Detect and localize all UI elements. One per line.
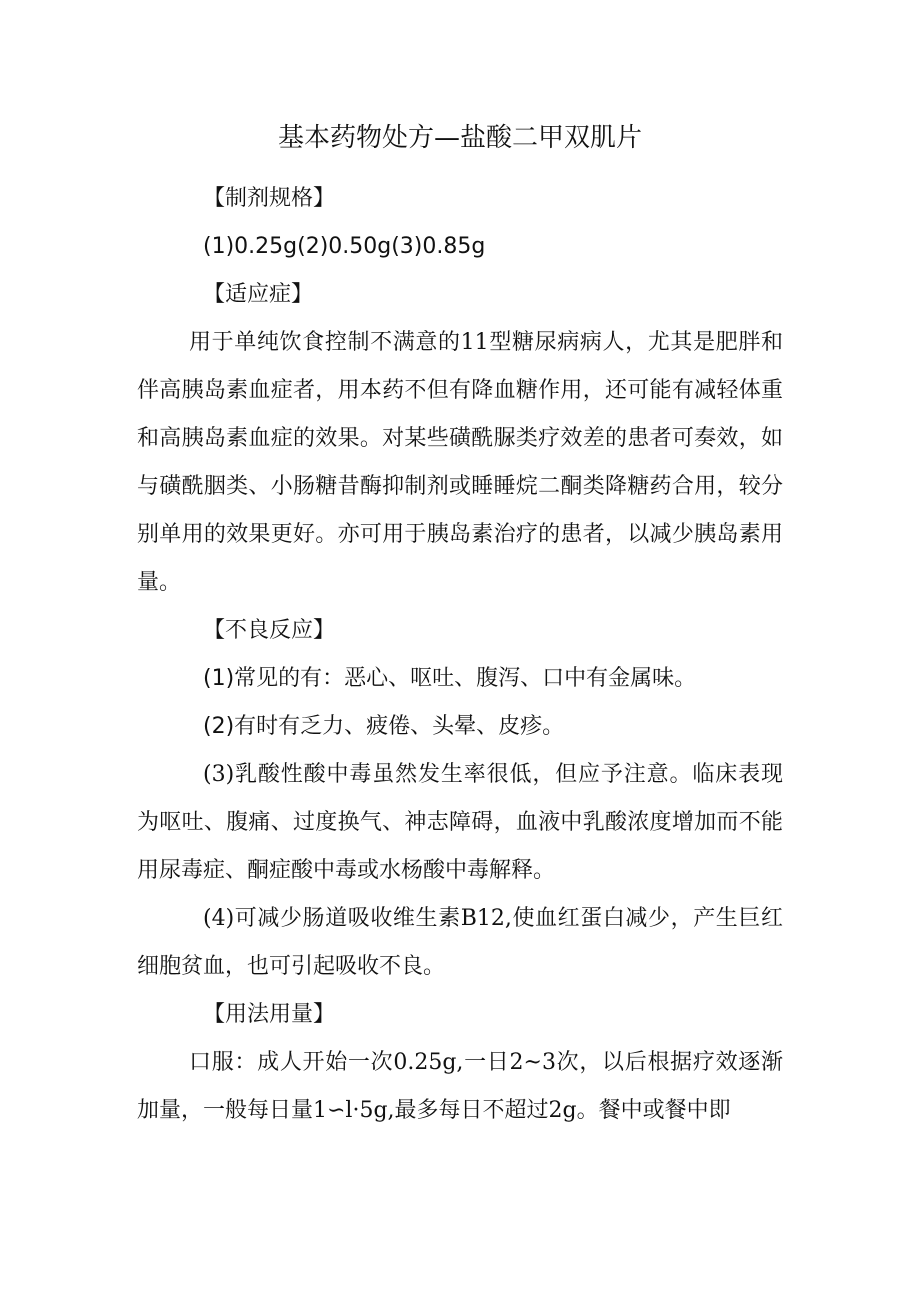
- spec-text: (1)0.25g(2)0.50g(3)0.85g: [203, 234, 486, 259]
- document-title: 基本药物处方—盐酸二甲双肌片: [277, 123, 642, 153]
- adverse-item-2: (2)有时有乏力、疲倦、头晕、皮疹。: [203, 714, 565, 739]
- adverse-item-1: (1)常见的有：恶心、呕吐、腹泻、口中有金属味。: [203, 666, 697, 691]
- dosage-text: 口服：成人开始一次0.25g,一日2~3次，以后根据疗效逐渐加量，一般每日量1∽l·5g,最多每日不超过2g。餐中或餐中即: [137, 1050, 783, 1123]
- indication-text: 用于单纯饮食控制不满意的11型糖尿病病人，尤其是肥胖和伴高胰岛素血症者，用本药不但有降血糖作用，还可能有减轻体重和高胰岛素血症的效果。对某些磺酰脲类疗效差的患者可奏效，如与磺酰胭类、小肠糖昔酶抑制剂或睡睡烷二酮类降糖药合用，较分别单用的效果更好。亦可用于胰岛素治疗的患者，以减少胰岛素用量。: [137, 330, 783, 595]
- adverse-item-4: (4)可减少肠道吸收维生素B12,使血红蛋白减少，产生巨红细胞贫血，也可引起吸收不良。: [137, 906, 783, 979]
- document-body: [137, 175, 783, 1135]
- adverse-item-3: (3)乳酸性酸中毒虽然发生率很低，但应予注意。临床表现为呕吐、腹痛、过度换气、神志障碍，血液中乳酸浓度增加而不能用尿毒症、酮症酸中毒或水杨酸中毒解释。: [137, 762, 783, 883]
- section-heading-spec: 【制剂规格】: [203, 186, 336, 211]
- section-heading-adverse: 【不良反应】: [203, 618, 336, 643]
- section-heading-dosage: 【用法用量】: [203, 1002, 336, 1027]
- section-heading-indication: 【适应症】: [203, 282, 314, 307]
